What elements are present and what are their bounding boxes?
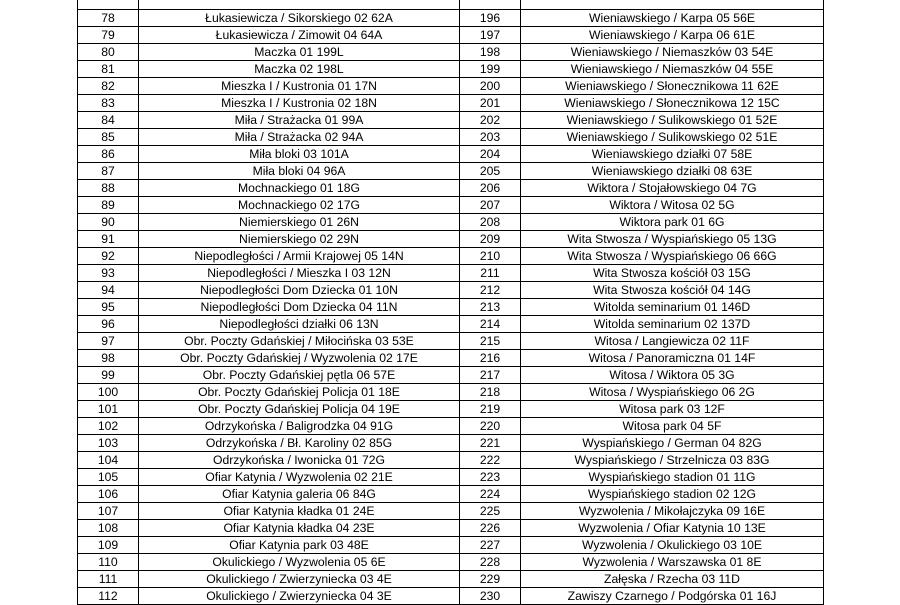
stop-name-left: Mieszka I / Kustronia 01 17N [139,78,460,95]
stop-name-right: Witosa / Panoramiczna 01 14F [521,350,824,367]
row-number-left: 98 [78,350,139,367]
stop-name-right: Zawiszy Czarnego / Podgórska 01 16J [521,588,824,605]
row-number-right [460,0,521,10]
stop-name-right: Witosa / Wiktora 05 3G [521,367,824,384]
row-number-right: 216 [460,350,521,367]
row-number-left: 110 [78,554,139,571]
row-number-right: 207 [460,197,521,214]
table-row [78,282,824,299]
stop-name-right: Witosa park 04 5F [521,418,824,435]
stop-name-right: Załęska / Rzecha 03 11D [521,571,824,588]
table-row [78,571,824,588]
stop-name-right: Witolda seminarium 01 146D [521,299,824,316]
table-row [78,214,824,231]
row-number-right: 219 [460,401,521,418]
row-number-left: 108 [78,520,139,537]
row-number-right: 204 [460,146,521,163]
row-number-right: 209 [460,231,521,248]
stop-name-left: Mochnackiego 01 18G [139,180,460,197]
stop-name-left: Mochnackiego 02 17G [139,197,460,214]
table-row [78,129,824,146]
stop-name-right: Wyzwolenia / Ofiar Katynia 10 13E [521,520,824,537]
row-number-right: 221 [460,435,521,452]
stop-name-right: Wita Stwosza kościół 03 15G [521,265,824,282]
table-row [78,27,824,44]
table-row [78,452,824,469]
table-row [78,350,824,367]
row-number-right: 202 [460,112,521,129]
stop-name-right: Wyspiańskiego stadion 02 12G [521,486,824,503]
stop-name-right: Witolda seminarium 02 137D [521,316,824,333]
row-number-right: 203 [460,129,521,146]
table-row [78,146,824,163]
stop-name-left: Łukasiewicza / Zimowit 04 64A [139,27,460,44]
row-number-left: 104 [78,452,139,469]
stop-name-right: Witosa / Langiewicza 02 11F [521,333,824,350]
table-row [78,316,824,333]
row-number-left: 80 [78,44,139,61]
stop-name-right: Wiktora / Stojałowskiego 04 7G [521,180,824,197]
stop-name-left: Maczka 01 199L [139,44,460,61]
stop-name-right: Wiktora park 01 6G [521,214,824,231]
row-number-left: 91 [78,231,139,248]
row-number-right: 211 [460,265,521,282]
table-row [78,61,824,78]
table-body [78,0,824,605]
table-row [78,265,824,282]
table-row [78,299,824,316]
table-row [78,0,824,10]
row-number-left: 78 [78,10,139,27]
stop-name-right: Wyspiańskiego stadion 01 11G [521,469,824,486]
table-row [78,401,824,418]
table-row [78,248,824,265]
stop-name-right: Wieniawskiego działki 08 63E [521,163,824,180]
stop-name-left: Obr. Poczty Gdańskiej / Wyzwolenia 02 17E [139,350,460,367]
stop-name-right: Wyzwolenia / Okulickiego 03 10E [521,537,824,554]
row-number-left: 93 [78,265,139,282]
row-number-left: 96 [78,316,139,333]
table-row [78,231,824,248]
row-number-right: 205 [460,163,521,180]
stop-name-left: Miła / Strażacka 01 99A [139,112,460,129]
row-number-left: 85 [78,129,139,146]
stop-name-right: Wieniawskiego / Sulikowskiego 01 52E [521,112,824,129]
row-number-right: 229 [460,571,521,588]
stop-name-left: Obr. Poczty Gdańskiej pętla 06 57E [139,367,460,384]
stop-name-left: Niemierskiego 01 26N [139,214,460,231]
stop-name-right: Wyzwolenia / Mikołajczyka 09 16E [521,503,824,520]
table-row [78,163,824,180]
stop-name-left: Obr. Poczty Gdańskiej / Miłocińska 03 53E [139,333,460,350]
row-number-left: 106 [78,486,139,503]
stop-name-left: Ofiar Katynia park 03 48E [139,537,460,554]
table-row [78,44,824,61]
stop-name-left [139,0,460,10]
row-number-left: 82 [78,78,139,95]
row-number-right: 212 [460,282,521,299]
stop-name-right: Wyspiańskiego / German 04 82G [521,435,824,452]
table-row [78,367,824,384]
row-number-right: 197 [460,27,521,44]
row-number-right: 228 [460,554,521,571]
row-number-right: 213 [460,299,521,316]
row-number-left: 109 [78,537,139,554]
stop-name-left: Okulickiego / Wyzwolenia 05 6E [139,554,460,571]
row-number-left: 81 [78,61,139,78]
table-row [78,197,824,214]
stop-name-right: Wiktora / Witosa 02 5G [521,197,824,214]
row-number-left: 97 [78,333,139,350]
stop-name-left: Maczka 02 198L [139,61,460,78]
row-number-right: 223 [460,469,521,486]
table-row [78,384,824,401]
row-number-right: 208 [460,214,521,231]
row-number-right: 215 [460,333,521,350]
table-row [78,554,824,571]
row-number-left: 111 [78,571,139,588]
row-number-right: 218 [460,384,521,401]
stop-name-right: Witosa park 03 12F [521,401,824,418]
stop-name-left: Niepodległości Dom Dziecka 04 11N [139,299,460,316]
row-number-left: 100 [78,384,139,401]
stop-name-right: Wita Stwosza kościół 04 14G [521,282,824,299]
table-row [78,95,824,112]
row-number-left [78,0,139,10]
row-number-right: 200 [460,78,521,95]
table-row [78,469,824,486]
row-number-left: 112 [78,588,139,605]
row-number-left: 89 [78,197,139,214]
stop-name-left: Okulickiego / Zwierzyniecka 03 4E [139,571,460,588]
stop-name-left: Ofiar Katynia / Wyzwolenia 02 21E [139,469,460,486]
stop-name-right: Wieniawskiego / Karpa 05 56E [521,10,824,27]
row-number-right: 226 [460,520,521,537]
row-number-right: 214 [460,316,521,333]
row-number-right: 222 [460,452,521,469]
row-number-left: 94 [78,282,139,299]
stop-name-right: Wieniawskiego / Słonecznikowa 12 15C [521,95,824,112]
stop-name-left: Odrzykońska / Iwonicka 01 72G [139,452,460,469]
row-number-left: 84 [78,112,139,129]
stop-name-right [521,0,824,10]
row-number-right: 224 [460,486,521,503]
stop-name-right: Wita Stwosza / Wyspiańskiego 05 13G [521,231,824,248]
table-row [78,435,824,452]
row-number-left: 92 [78,248,139,265]
row-number-left: 83 [78,95,139,112]
row-number-left: 102 [78,418,139,435]
row-number-left: 101 [78,401,139,418]
stop-name-left: Odrzykońska / Bł. Karoliny 02 85G [139,435,460,452]
row-number-left: 107 [78,503,139,520]
row-number-right: 198 [460,44,521,61]
stop-name-left: Obr. Poczty Gdańskiej Policja 01 18E [139,384,460,401]
stop-name-left: Niepodległości działki 06 13N [139,316,460,333]
row-number-left: 90 [78,214,139,231]
stop-name-right: Wieniawskiego / Karpa 06 61E [521,27,824,44]
row-number-left: 103 [78,435,139,452]
row-number-right: 196 [460,10,521,27]
row-number-left: 86 [78,146,139,163]
table-row [78,112,824,129]
row-number-right: 225 [460,503,521,520]
table-row [78,588,824,605]
table-row [78,486,824,503]
stop-name-left: Niemierskiego 02 29N [139,231,460,248]
stop-name-left: Miła / Strażacka 02 94A [139,129,460,146]
stop-name-left: Ofiar Katynia kładka 01 24E [139,503,460,520]
row-number-right: 220 [460,418,521,435]
stop-name-right: Witosa / Wyspiańskiego 06 2G [521,384,824,401]
table-row [78,10,824,27]
stop-name-right: Wita Stwosza / Wyspiańskiego 06 66G [521,248,824,265]
table-row [78,520,824,537]
table-row [78,333,824,350]
row-number-right: 210 [460,248,521,265]
row-number-left: 88 [78,180,139,197]
table-row [78,537,824,554]
stop-name-left: Ofiar Katynia galeria 06 84G [139,486,460,503]
row-number-right: 206 [460,180,521,197]
stop-name-right: Wyzwolenia / Warszawska 01 8E [521,554,824,571]
stop-name-right: Wieniawskiego / Niemaszków 03 54E [521,44,824,61]
stop-name-left: Okulickiego / Zwierzyniecka 04 3E [139,588,460,605]
stop-name-right: Wieniawskiego / Niemaszków 04 55E [521,61,824,78]
table-row [78,503,824,520]
row-number-right: 227 [460,537,521,554]
table-row [78,418,824,435]
stop-name-right: Wieniawskiego działki 07 58E [521,146,824,163]
stop-name-left: Obr. Poczty Gdańskiej Policja 04 19E [139,401,460,418]
stop-name-left: Niepodległości Dom Dziecka 01 10N [139,282,460,299]
row-number-left: 87 [78,163,139,180]
stop-name-left: Mieszka I / Kustronia 02 18N [139,95,460,112]
stop-name-left: Miła bloki 03 101A [139,146,460,163]
stop-name-left: Miła bloki 04 96A [139,163,460,180]
row-number-right: 199 [460,61,521,78]
row-number-right: 217 [460,367,521,384]
stop-name-right: Wieniawskiego / Sulikowskiego 02 51E [521,129,824,146]
row-number-right: 201 [460,95,521,112]
row-number-left: 105 [78,469,139,486]
table-row [78,78,824,95]
row-number-left: 95 [78,299,139,316]
row-number-left: 99 [78,367,139,384]
stop-name-right: Wieniawskiego / Słonecznikowa 11 62E [521,78,824,95]
row-number-left: 79 [78,27,139,44]
stop-name-right: Wyspiańskiego / Strzelnicza 03 83G [521,452,824,469]
table-row [78,180,824,197]
row-number-right: 230 [460,588,521,605]
document-page [77,0,823,605]
bus-stop-table [77,0,824,605]
stop-name-left: Niepodległości / Armii Krajowej 05 14N [139,248,460,265]
stop-name-left: Niepodległości / Mieszka I 03 12N [139,265,460,282]
stop-name-left: Łukasiewicza / Sikorskiego 02 62A [139,10,460,27]
stop-name-left: Ofiar Katynia kładka 04 23E [139,520,460,537]
stop-name-left: Odrzykońska / Baligrodzka 04 91G [139,418,460,435]
